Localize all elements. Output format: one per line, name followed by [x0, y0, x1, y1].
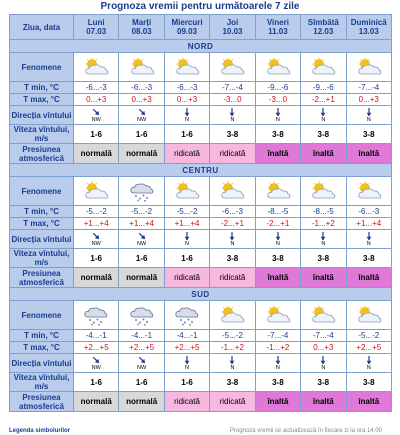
tmax-cell: -1...+2 — [210, 342, 255, 354]
tmax-cell: +2...+5 — [346, 342, 391, 354]
wind-arrow-icon — [273, 107, 283, 117]
wind-direction — [273, 107, 283, 123]
tmax-cell: +1...+4 — [119, 218, 164, 230]
cloud-sun-icon — [210, 305, 254, 325]
footer — [9, 428, 392, 435]
wind-direction-letter: N — [366, 241, 371, 247]
phenomena-cell — [74, 177, 119, 206]
tmin-cell: -7...-4 — [301, 330, 346, 342]
cloud-sun-icon — [347, 57, 391, 77]
page-title: Prognoza vremii pentru următoarele 7 zile — [100, 1, 300, 12]
wind-direction-cell — [255, 106, 300, 125]
phenomena-cell — [301, 301, 346, 330]
tmin-cell: -5...-2 — [210, 330, 255, 342]
tmin-cell: -5...-2 — [119, 206, 164, 218]
cloud-sun-icon — [210, 57, 254, 77]
wind-direction-letter: N — [230, 117, 235, 123]
wind-arrow-icon — [137, 355, 147, 365]
wind-direction-letter: NW — [137, 117, 147, 123]
tmin-cell: -5...-2 — [74, 206, 119, 218]
phenomena-cell — [255, 53, 300, 82]
pressure-cell: înaltă — [301, 392, 346, 412]
header-row — [10, 15, 392, 40]
tmin-cell: -6...-3 — [210, 206, 255, 218]
tmax-cell: +2...+5 — [119, 342, 164, 354]
cloud-sun-icon — [301, 305, 345, 325]
wind-speed-cell: 3-8 — [346, 373, 391, 392]
wind-direction-cell — [255, 230, 300, 249]
wind-speed-cell: 1-6 — [164, 249, 209, 268]
wind-direction — [273, 231, 283, 247]
wind-direction-cell — [119, 106, 164, 125]
wind-speed-cell: 3-8 — [346, 249, 391, 268]
cloud-sun-icon — [165, 57, 209, 77]
wind-arrow-icon — [91, 355, 101, 365]
cloud-snow-icon — [119, 180, 163, 202]
phenomena-row — [10, 301, 392, 330]
wind-direction-cell — [301, 106, 346, 125]
tmin-cell: -6...-3 — [74, 82, 119, 94]
day-name: Sîmbătă — [307, 18, 339, 27]
phenomena-cell — [119, 301, 164, 330]
wind-arrow-icon — [364, 231, 374, 241]
wind-direction-letter: N — [185, 365, 190, 371]
tmax-cell: 0...+3 — [301, 342, 346, 354]
pressure-cell: ridicată — [164, 144, 209, 164]
pressure-row — [10, 392, 392, 412]
pressure-cell: înaltă — [346, 144, 391, 164]
phenomena-cell — [255, 177, 300, 206]
tmin-cell: -9...-6 — [301, 82, 346, 94]
row-label: T min, °C — [10, 206, 74, 218]
wind-arrow-icon — [318, 107, 328, 117]
wind-direction-letter: N — [275, 241, 280, 247]
tmin-cell: -7...-4 — [346, 82, 391, 94]
day-name: Joi — [226, 18, 239, 27]
day-date: 12.03 — [313, 27, 334, 36]
phenomena-cell — [301, 53, 346, 82]
wind-direction-cell — [74, 106, 119, 125]
wind-direction-letter: N — [366, 365, 371, 371]
wind-speed-cell: 3-8 — [255, 373, 300, 392]
pressure-cell: înaltă — [255, 268, 300, 288]
phenomena-row — [10, 53, 392, 82]
pressure-cell: normală — [119, 268, 164, 288]
wind-direction-letter: NW — [91, 117, 101, 123]
day-date: 09.03 — [177, 27, 198, 36]
wind-speed-cell: 1-6 — [164, 125, 209, 144]
wind-arrow-icon — [91, 231, 101, 241]
wind-direction — [182, 107, 192, 123]
header-day — [74, 15, 119, 40]
wind-direction-row — [10, 354, 392, 373]
region-name: NORD — [10, 40, 392, 53]
tmax-cell: 0...+3 — [346, 94, 391, 106]
wind-speed-cell: 3-8 — [346, 125, 391, 144]
cloud-snow-icon — [165, 304, 209, 326]
tmin-cell: -4...-1 — [119, 330, 164, 342]
tmin-cell: -7...-4 — [210, 82, 255, 94]
row-label: Fenomene — [10, 301, 74, 330]
tmin-cell: -4...-1 — [74, 330, 119, 342]
pressure-cell: înaltă — [301, 268, 346, 288]
pressure-cell: normală — [119, 144, 164, 164]
row-label: Fenomene — [10, 53, 74, 82]
wind-direction-letter: N — [366, 117, 371, 123]
phenomena-cell — [210, 53, 255, 82]
day-name: Marți — [132, 18, 152, 27]
row-label: T max, °C — [10, 342, 74, 354]
phenomena-cell — [346, 177, 391, 206]
tmax-cell: 0...+3 — [74, 94, 119, 106]
cloud-sun-icon — [347, 305, 391, 325]
tmax-cell: -3...0 — [255, 94, 300, 106]
row-label: T min, °C — [10, 330, 74, 342]
tmin-cell: -5...-2 — [346, 330, 391, 342]
wind-direction — [91, 355, 101, 371]
wind-direction-letter: N — [321, 241, 326, 247]
pressure-cell: normală — [119, 392, 164, 412]
tmax-cell: +1...+4 — [74, 218, 119, 230]
wind-direction-letter: N — [230, 365, 235, 371]
wind-direction-letter: N — [321, 365, 326, 371]
wind-direction-cell — [164, 106, 209, 125]
wind-direction — [364, 107, 374, 123]
day-name: Miercuri — [171, 18, 203, 27]
wind-direction — [182, 231, 192, 247]
cloud-sun-icon — [74, 57, 118, 77]
wind-direction — [318, 355, 328, 371]
wind-arrow-icon — [227, 231, 237, 241]
tmin-cell: -4...-1 — [164, 330, 209, 342]
wind-direction-letter: N — [275, 365, 280, 371]
wind-speed-cell: 3-8 — [301, 125, 346, 144]
header-day — [164, 15, 209, 40]
wind-direction — [91, 231, 101, 247]
wind-direction-cell — [119, 354, 164, 373]
phenomena-cell — [164, 301, 209, 330]
day-date: 13.03 — [358, 27, 379, 36]
wind-speed-cell: 1-6 — [119, 249, 164, 268]
wind-arrow-icon — [137, 107, 147, 117]
pressure-cell: înaltă — [346, 268, 391, 288]
cloud-sun-icon — [210, 181, 254, 201]
wind-arrow-icon — [182, 107, 192, 117]
wind-direction — [91, 107, 101, 123]
row-label: Viteza vîntului, m/s — [10, 249, 74, 268]
wind-arrow-icon — [273, 231, 283, 241]
wind-direction-letter: N — [185, 241, 190, 247]
region-name: SUD — [10, 288, 392, 301]
pressure-cell: ridicată — [164, 392, 209, 412]
region-header — [10, 164, 392, 177]
row-label: T max, °C — [10, 94, 74, 106]
wind-direction-cell — [346, 230, 391, 249]
row-label: Direcția vîntului — [10, 106, 74, 125]
wind-arrow-icon — [182, 355, 192, 365]
wind-speed-cell: 1-6 — [74, 373, 119, 392]
pressure-cell: înaltă — [255, 392, 300, 412]
wind-direction — [137, 231, 147, 247]
wind-arrow-icon — [91, 107, 101, 117]
row-label: Presiunea atmosferică — [10, 144, 74, 164]
phenomena-cell — [255, 301, 300, 330]
wind-arrow-icon — [364, 355, 374, 365]
wind-speed-cell: 1-6 — [119, 125, 164, 144]
wind-arrow-icon — [227, 355, 237, 365]
wind-speed-cell: 3-8 — [210, 125, 255, 144]
phenomena-cell — [210, 177, 255, 206]
tmax-cell: -2...+1 — [210, 218, 255, 230]
tmin-cell: -6...-3 — [119, 82, 164, 94]
tmin-row — [10, 82, 392, 94]
wind-arrow-icon — [318, 355, 328, 365]
tmin-cell: -6...-3 — [164, 82, 209, 94]
pressure-cell: înaltă — [346, 392, 391, 412]
tmax-cell: -1...+2 — [255, 342, 300, 354]
wind-speed-cell: 1-6 — [164, 373, 209, 392]
wind-speed-cell: 3-8 — [301, 373, 346, 392]
pressure-cell: ridicată — [164, 268, 209, 288]
wind-direction — [273, 355, 283, 371]
tmax-cell: -2...+1 — [301, 94, 346, 106]
wind-direction-letter: N — [185, 117, 190, 123]
wind-direction-cell — [346, 354, 391, 373]
phenomena-cell — [346, 53, 391, 82]
row-label: Presiunea atmosferică — [10, 392, 74, 412]
row-label: T max, °C — [10, 218, 74, 230]
wind-arrow-icon — [318, 231, 328, 241]
day-date: 11.03 — [268, 27, 288, 36]
wind-direction-cell — [301, 230, 346, 249]
wind-direction — [364, 355, 374, 371]
cloud-snow-icon — [119, 304, 163, 326]
pressure-cell: ridicată — [210, 268, 255, 288]
wind-direction-letter: NW — [91, 241, 101, 247]
wind-speed-row — [10, 373, 392, 392]
wind-direction-cell — [301, 354, 346, 373]
pressure-cell: normală — [74, 144, 119, 164]
phenomena-cell — [301, 177, 346, 206]
legend-link[interactable]: Legenda simbolurilor — [9, 428, 71, 434]
wind-direction — [182, 355, 192, 371]
wind-speed-cell: 1-6 — [119, 373, 164, 392]
wind-direction-cell — [74, 230, 119, 249]
tmin-cell: -8...-5 — [255, 206, 300, 218]
wind-arrow-icon — [137, 231, 147, 241]
forecast-table — [9, 14, 392, 412]
pressure-cell: înaltă — [301, 144, 346, 164]
phenomena-cell — [74, 53, 119, 82]
tmax-row — [10, 218, 392, 230]
update-note: Prognoza vremii se actualizează în fiecare zi la ora 14:00 — [229, 428, 382, 434]
wind-arrow-icon — [273, 355, 283, 365]
pressure-row — [10, 268, 392, 288]
header-day — [301, 15, 346, 40]
wind-direction-row — [10, 106, 392, 125]
tmin-cell: -8...-5 — [301, 206, 346, 218]
wind-arrow-icon — [227, 107, 237, 117]
tmax-cell: +1...+4 — [164, 218, 209, 230]
phenomena-row — [10, 177, 392, 206]
wind-direction — [364, 231, 374, 247]
phenomena-cell — [210, 301, 255, 330]
tmax-row — [10, 94, 392, 106]
day-date: 08.03 — [131, 27, 152, 36]
wind-direction-cell — [164, 354, 209, 373]
wind-direction — [137, 107, 147, 123]
header-day — [119, 15, 164, 40]
header-day — [346, 15, 391, 40]
phenomena-cell — [119, 53, 164, 82]
wind-speed-cell: 1-6 — [74, 249, 119, 268]
wind-direction-letter: N — [321, 117, 326, 123]
tmax-row — [10, 342, 392, 354]
wind-speed-row — [10, 125, 392, 144]
wind-direction-cell — [119, 230, 164, 249]
region-header — [10, 288, 392, 301]
wind-speed-cell: 3-8 — [301, 249, 346, 268]
wind-direction — [227, 231, 237, 247]
tmax-cell: -1...+2 — [301, 218, 346, 230]
wind-speed-cell: 3-8 — [255, 249, 300, 268]
wind-direction — [137, 355, 147, 371]
header-day — [210, 15, 255, 40]
cloud-sun-icon — [165, 181, 209, 201]
day-name: Duminică — [350, 18, 387, 27]
cloud-sun-icon — [256, 181, 300, 201]
header-first-col: Ziua, data — [10, 15, 74, 40]
phenomena-cell — [346, 301, 391, 330]
wind-speed-cell: 1-6 — [74, 125, 119, 144]
wind-direction — [227, 107, 237, 123]
cloud-sun-icon — [301, 57, 345, 77]
wind-direction — [318, 231, 328, 247]
pressure-cell: normală — [74, 392, 119, 412]
cloud-sun-icon — [301, 181, 345, 201]
wind-direction-cell — [346, 106, 391, 125]
wind-direction-cell — [164, 230, 209, 249]
region-header — [10, 40, 392, 53]
pressure-row — [10, 144, 392, 164]
cloud-sun-icon — [119, 57, 163, 77]
wind-speed-cell: 3-8 — [255, 125, 300, 144]
tmin-cell: -9...-6 — [255, 82, 300, 94]
tmax-cell: 0...+3 — [119, 94, 164, 106]
row-label: Viteza vîntului, m/s — [10, 125, 74, 144]
row-label: T min, °C — [10, 82, 74, 94]
tmin-cell: -6...-3 — [346, 206, 391, 218]
wind-speed-row — [10, 249, 392, 268]
wind-direction-row — [10, 230, 392, 249]
wind-speed-cell: 3-8 — [210, 373, 255, 392]
pressure-cell: înaltă — [255, 144, 300, 164]
wind-direction-cell — [210, 106, 255, 125]
phenomena-cell — [164, 53, 209, 82]
tmin-cell: -7...-4 — [255, 330, 300, 342]
wind-direction-letter: N — [275, 117, 280, 123]
phenomena-cell — [164, 177, 209, 206]
tmax-cell: -2...+1 — [255, 218, 300, 230]
tmax-cell: -3...0 — [210, 94, 255, 106]
wind-direction-letter: NW — [137, 365, 147, 371]
region-name: CENTRU — [10, 164, 392, 177]
tmin-cell: -5...-2 — [164, 206, 209, 218]
row-label: Presiunea atmosferică — [10, 268, 74, 288]
tmax-cell: 0...+3 — [164, 94, 209, 106]
wind-direction-cell — [210, 230, 255, 249]
wind-direction-letter: N — [230, 241, 235, 247]
wind-direction-letter: NW — [137, 241, 147, 247]
day-name: Vineri — [266, 18, 289, 27]
cloud-sun-icon — [347, 181, 391, 201]
header-day — [255, 15, 300, 40]
day-date: 10.03 — [222, 27, 243, 36]
phenomena-cell — [74, 301, 119, 330]
pressure-cell: normală — [74, 268, 119, 288]
row-label: Direcția vîntului — [10, 354, 74, 373]
row-label: Fenomene — [10, 177, 74, 206]
wind-arrow-icon — [182, 231, 192, 241]
cloud-sun-icon — [256, 57, 300, 77]
cloud-sun-icon — [74, 181, 118, 201]
day-name: Luni — [87, 18, 105, 27]
pressure-cell: ridicată — [210, 392, 255, 412]
tmax-cell: +2...+5 — [74, 342, 119, 354]
wind-direction-cell — [210, 354, 255, 373]
wind-direction-letter: NW — [91, 365, 101, 371]
tmax-cell: +1...+4 — [346, 218, 391, 230]
row-label: Direcția vîntului — [10, 230, 74, 249]
tmax-cell: +2...+5 — [164, 342, 209, 354]
tmin-row — [10, 206, 392, 218]
phenomena-cell — [119, 177, 164, 206]
day-date: 07.03 — [86, 27, 107, 36]
row-label: Viteza vîntului, m/s — [10, 373, 74, 392]
wind-speed-cell: 3-8 — [210, 249, 255, 268]
wind-direction-cell — [74, 354, 119, 373]
wind-direction-cell — [255, 354, 300, 373]
pressure-cell: ridicată — [210, 144, 255, 164]
tmin-row — [10, 330, 392, 342]
wind-arrow-icon — [364, 107, 374, 117]
wind-direction — [318, 107, 328, 123]
wind-direction — [227, 355, 237, 371]
cloud-snow-icon — [74, 304, 118, 326]
cloud-sun-icon — [256, 305, 300, 325]
